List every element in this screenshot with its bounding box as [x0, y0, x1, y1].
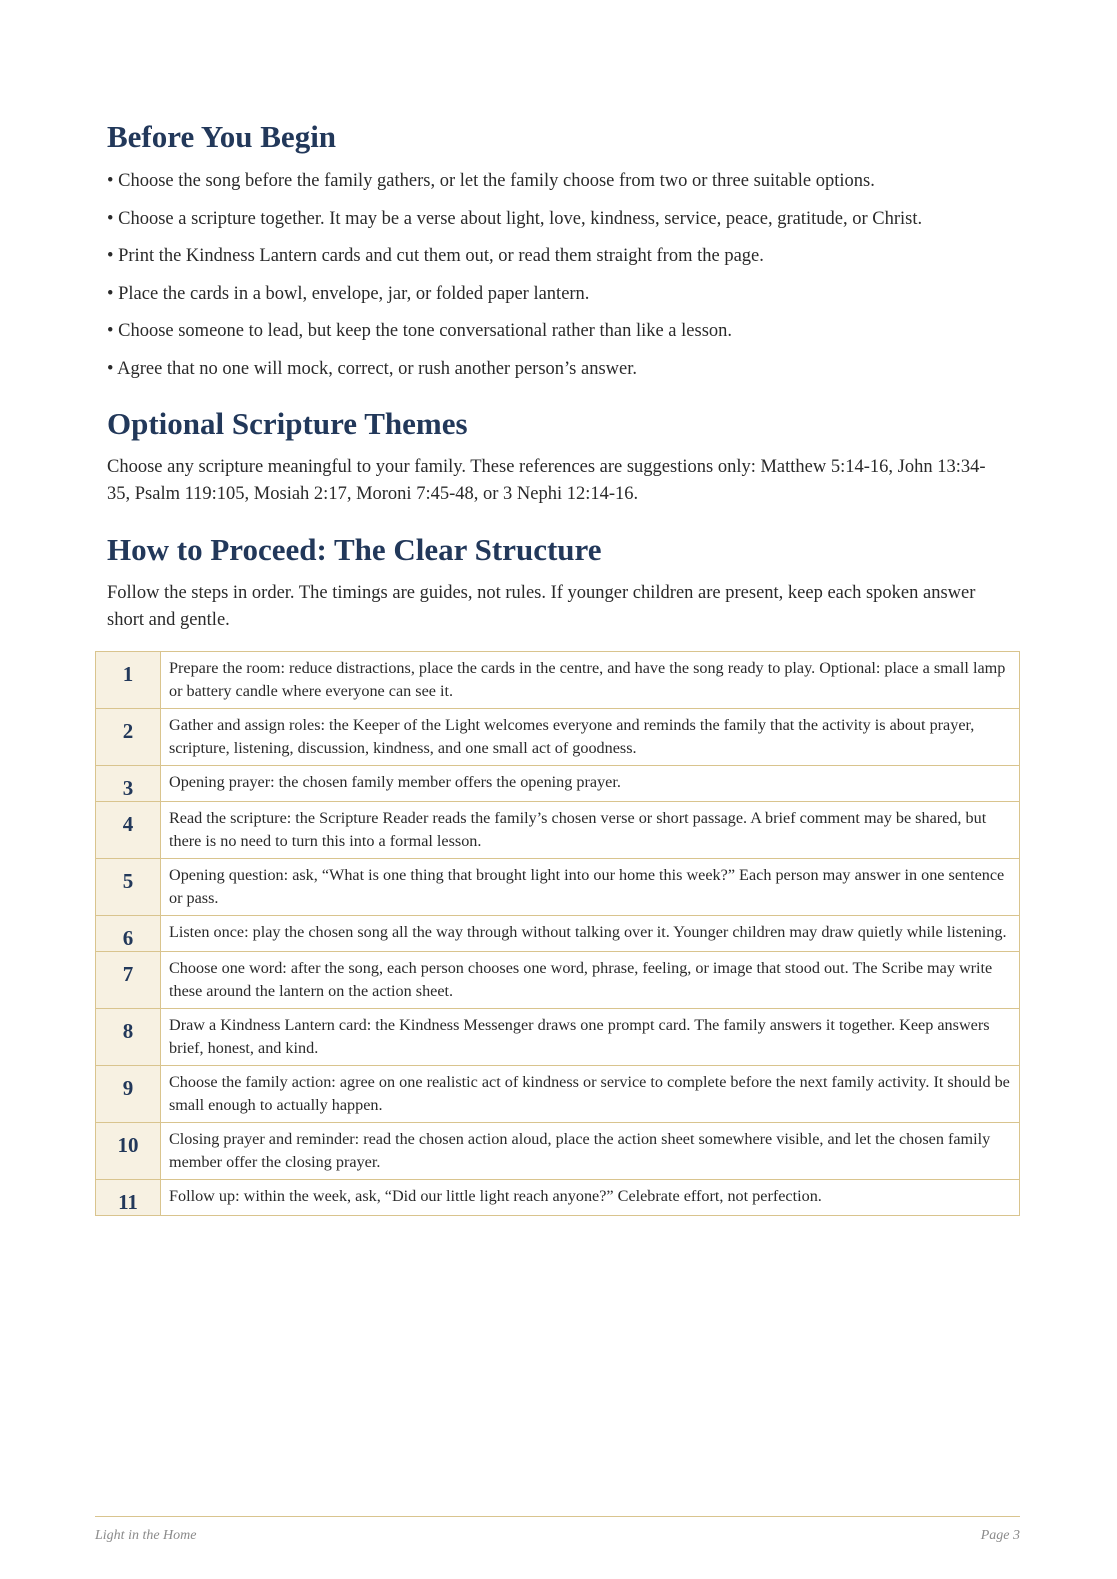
- themes-paragraph: Choose any scripture meaningful to your family. These references are suggestions only: Matthew 5:14-16, John 13:34-35, Psalm 119:105, Mosiah 2:17, Moroni 7:45-48, or 3 Nephi 12:14-16.: [107, 457, 986, 504]
- heading-before-you-begin: Before You Begin: [107, 119, 337, 154]
- table-row: [96, 916, 1020, 952]
- list-item: • Choose someone to lead, but keep the tone conversational rather than like a lesson.: [107, 321, 733, 341]
- table-row: [96, 652, 1020, 709]
- table-row: [96, 766, 1020, 802]
- steps-table: [95, 651, 1020, 1216]
- step-number: 5: [96, 859, 161, 916]
- step-text: Prepare the room: reduce distractions, place the cards in the centre, and have the song ready to play. Optional: place a small lamp or battery candle where everyone can see it.: [161, 652, 1020, 709]
- heading-optional-scripture-themes: Optional Scripture Themes: [107, 406, 468, 441]
- table-row: [96, 952, 1020, 1009]
- step-number: 3: [96, 766, 161, 802]
- table-row: [96, 859, 1020, 916]
- step-number: 6: [96, 916, 161, 952]
- list-item: • Choose the song before the family gathers, or let the family choose from two or three suitable options.: [107, 171, 875, 191]
- step-text: Gather and assign roles: the Keeper of the Light welcomes everyone and reminds the family that the activity is about prayer, scripture, listening, discussion, kindness, and one small act of goodness.: [161, 709, 1020, 766]
- list-item: • Choose a scripture together. It may be a verse about light, love, kindness, service, peace, gratitude, or Christ.: [107, 208, 923, 229]
- step-text: Closing prayer and reminder: read the chosen action aloud, place the action sheet somewhere visible, and let the chosen family member offer the closing prayer.: [161, 1123, 1020, 1180]
- before-you-begin-list: [107, 168, 1047, 393]
- step-text: Opening prayer: the chosen family member offers the opening prayer.: [161, 766, 1020, 802]
- step-number: 4: [96, 802, 161, 859]
- table-row: [96, 1009, 1020, 1066]
- proceed-paragraph: Follow the steps in order. The timings are guides, not rules. If younger children are present, keep each spoken answer short and gentle.: [107, 583, 976, 630]
- step-text: Opening question: ask, “What is one thing that brought light into our home this week?” Each person may answer in one sentence or pass.: [161, 859, 1020, 916]
- step-number: 8: [96, 1009, 161, 1066]
- step-text: Listen once: play the chosen song all the way through without talking over it. Younger children may draw quietly while listening.: [161, 916, 1020, 952]
- footer-title: Light in the Home: [95, 1528, 197, 1543]
- table-row: [96, 1180, 1020, 1216]
- step-text: Choose the family action: agree on one realistic act of kindness or service to complete before the next family activity. It should be small enough to actually happen.: [161, 1066, 1020, 1123]
- table-row: [96, 1066, 1020, 1123]
- list-item: • Print the Kindness Lantern cards and cut them out, or read them straight from the page.: [107, 246, 764, 266]
- step-text: Read the scripture: the Scripture Reader reads the family’s chosen verse or short passage. A brief comment may be shared, but there is no need to turn this into a formal lesson.: [161, 802, 1020, 859]
- page-number: Page 3: [980, 1528, 1020, 1543]
- step-text: Choose one word: after the song, each person chooses one word, phrase, feeling, or image that stood out. The Scribe may write these around the lantern on the action sheet.: [161, 952, 1020, 1009]
- step-number: 7: [96, 952, 161, 1009]
- table-row: [96, 709, 1020, 766]
- step-number: 2: [96, 709, 161, 766]
- heading-how-to-proceed: How to Proceed: The Clear Structure: [107, 532, 602, 567]
- step-number: 1: [96, 652, 161, 709]
- step-number: 11: [96, 1180, 161, 1216]
- step-text: Follow up: within the week, ask, “Did our little light reach anyone?” Celebrate effort, not perfection.: [161, 1180, 1020, 1216]
- table-row: [96, 802, 1020, 859]
- list-item: • Agree that no one will mock, correct, or rush another person’s answer.: [107, 358, 637, 379]
- step-number: 9: [96, 1066, 161, 1123]
- step-text: Draw a Kindness Lantern card: the Kindness Messenger draws one prompt card. The family answers it together. Keep answers brief, honest, and kind.: [161, 1009, 1020, 1066]
- footer-divider: [95, 1516, 1020, 1517]
- list-item: • Place the cards in a bowl, envelope, jar, or folded paper lantern.: [107, 283, 590, 304]
- step-number: 10: [96, 1123, 161, 1180]
- table-row: [96, 1123, 1020, 1180]
